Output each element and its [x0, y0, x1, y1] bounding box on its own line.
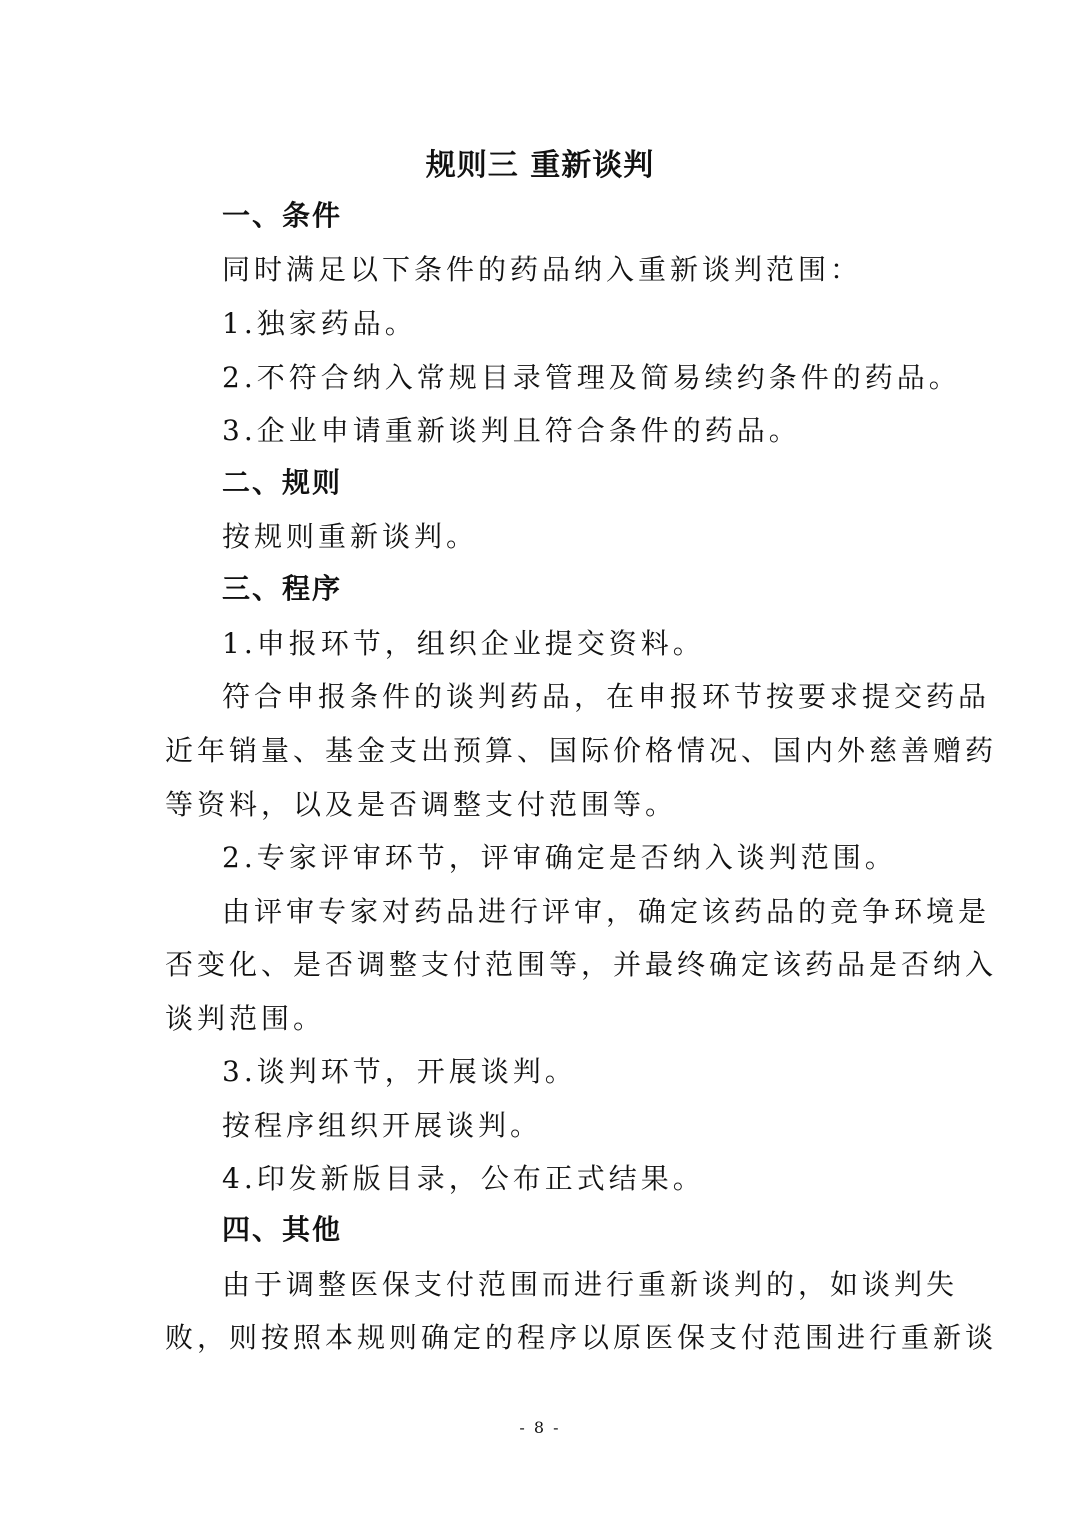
list-item: 3.谈判环节，开展谈判。 [222, 1055, 577, 1088]
paragraph-line: 等资料，以及是否调整支付范围等。 [165, 788, 678, 821]
paragraph: 同时满足以下条件的药品纳入重新谈判范围： [222, 253, 863, 286]
section-heading-other: 四、其他 [222, 1213, 343, 1246]
paragraph-line: 谈判范围。 [165, 1002, 326, 1035]
paragraph: 按程序组织开展谈判。 [222, 1109, 543, 1142]
page-number: - 8 - [519, 1418, 561, 1437]
paragraph-line: 败，则按照本规则确定的程序以原医保支付范围进行重新谈 [165, 1321, 998, 1354]
paragraph: 按规则重新谈判。 [222, 520, 479, 553]
document-title: 规则三 重新谈判 [425, 148, 655, 183]
paragraph-line: 符合申报条件的谈判药品，在申报环节按要求提交药品 [222, 680, 991, 713]
list-item: 2.不符合纳入常规目录管理及简易续约条件的药品。 [222, 361, 961, 394]
list-item: 3.企业申请重新谈判且符合条件的药品。 [222, 414, 801, 447]
section-heading-rules: 二、规则 [222, 466, 343, 499]
section-heading-conditions: 一、条件 [222, 199, 343, 232]
list-item: 2.专家评审环节，评审确定是否纳入谈判范围。 [222, 841, 897, 874]
list-item: 1.独家药品。 [222, 307, 417, 340]
paragraph-line: 否变化、是否调整支付范围等，并最终确定该药品是否纳入 [165, 948, 998, 981]
list-item: 4.印发新版目录，公布正式结果。 [222, 1162, 705, 1195]
paragraph-line: 由于调整医保支付范围而进行重新谈判的，如谈判失 [222, 1268, 959, 1301]
paragraph-line: 由评审专家对药品进行评审，确定该药品的竞争环境是 [222, 895, 991, 928]
paragraph-line: 近年销量、基金支出预算、国际价格情况、国内外慈善赠药 [165, 734, 998, 767]
section-heading-procedure: 三、程序 [222, 572, 343, 605]
list-item: 1.申报环节，组织企业提交资料。 [222, 627, 705, 660]
